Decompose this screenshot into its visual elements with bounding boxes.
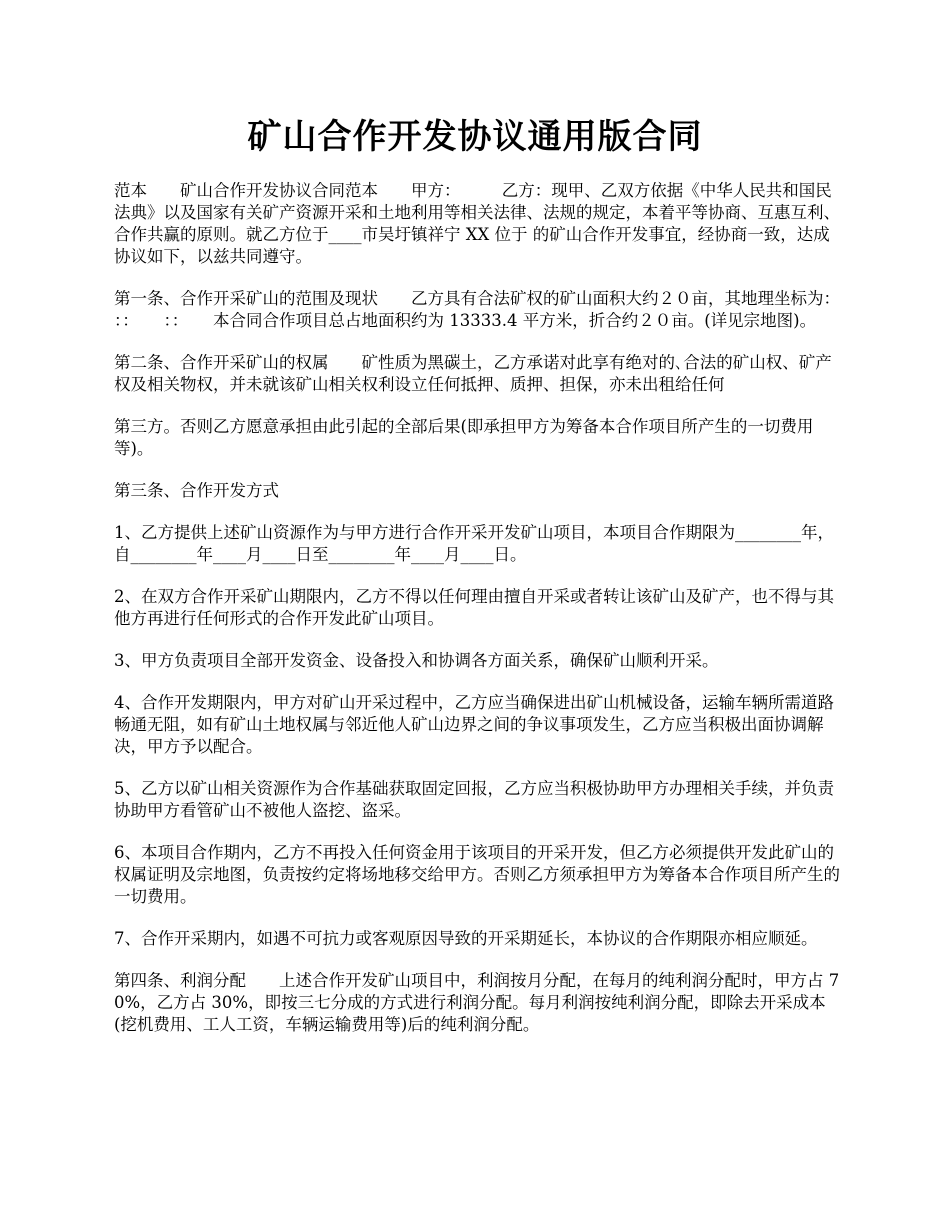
paragraph-clause-3: 3、甲方负责项目全部开发资金、设备投入和协调各方面关系，确保矿山顺利开采。 (114, 651, 719, 670)
paragraph-article-3-heading: 第三条、合作开发方式 (114, 481, 279, 500)
paragraph-clause-1: 1、乙方提供上述矿山资源作为与甲方进行合作开采开发矿山项目，本项目合作期限为________年，自________年____月____日至________年____月____日。 (114, 523, 834, 564)
document-title: 矿山合作开发协议通用版合同 (247, 117, 703, 157)
paragraph-article-2: 第二条、合作开采矿山的权属 矿性质为黑碳土，乙方承诺对此享有绝对的､合法的矿山权、矿产权及相关物权，并未就该矿山相关权利设立任何抵押、质押、担保，亦未出租给任何 (114, 353, 832, 394)
paragraph-clause-4: 4、合作开发期限内，甲方对矿山开采过程中，乙方应当确保进出矿山机械设备，运输车辆所需道路畅通无阻，如有矿山土地权属与邻近他人矿山边界之间的争议事项发生，乙方应当积极出面协调解决，甲方予以配合。 (114, 693, 834, 756)
paragraph-clause-5: 5、乙方以矿山相关资源作为合作基础获取固定回报，乙方应当积极协助甲方办理相关手续，并负责协助甲方看管矿山不被他人盗挖、盗采。 (114, 779, 834, 820)
paragraph-article-4: 第四条、利润分配 上述合作开发矿山项目中，利润按月分配，在每月的纯利润分配时，甲方占 70%，乙方占 30%，即按三七分成的方式进行利润分配。每月利润按纯利润分配，即除去开采成本(挖机费用、工人工资，车辆运输费用等)后的纯利润分配。 (114, 971, 840, 1034)
paragraph-clause-7: 7、合作开采期内，如遇不可抗力或客观原因导致的开采期延长，本协议的合作期限亦相应顺延。 (114, 929, 818, 948)
paragraph-clause-2: 2、在双方合作开采矿山期限内，乙方不得以任何理由擅自开采或者转让该矿山及矿产，也不得与其他方再进行任何形式的合作开发此矿山项目。 (114, 587, 834, 628)
paragraph-article-2-cont: 第三方。否则乙方愿意承担由此引起的全部后果(即承担甲方为筹备本合作项目所产生的一切费用等)。 (114, 417, 814, 458)
paragraph-clause-6: 6、本项目合作期内，乙方不再投入任何资金用于该项目的开采开发，但乙方必须提供开发此矿山的权属证明及宗地图，负责按约定将场地移交给甲方。否则乙方须承担甲方为筹备本合作项目所产生的一切费用。 (114, 843, 840, 906)
paragraph-preamble: 范本 矿山合作开发协议合同范本 甲方： 乙方：现甲、乙双方依据《中华人民共和国民法典》以及国家有关矿产资源开采和土地利用等相关法律、法规的规定，本着平等协商、互惠互利、合作共赢的原则。就乙方位于____市吴圩镇祥宁 XX 位于 的矿山合作开发事宜，经协商一致，达成协议如下，以兹共同遵守。 (114, 181, 840, 266)
document-body (114, 180, 865, 1056)
paragraph-article-1: 第一条、合作开采矿山的范围及现状 乙方具有合法矿权的矿山面积大约２０亩，其地理坐标为： ：： ：： 本合同合作项目总占地面积约为 13333.4 平方米，折合约２０亩。(详见宗地图)。 (114, 289, 865, 330)
